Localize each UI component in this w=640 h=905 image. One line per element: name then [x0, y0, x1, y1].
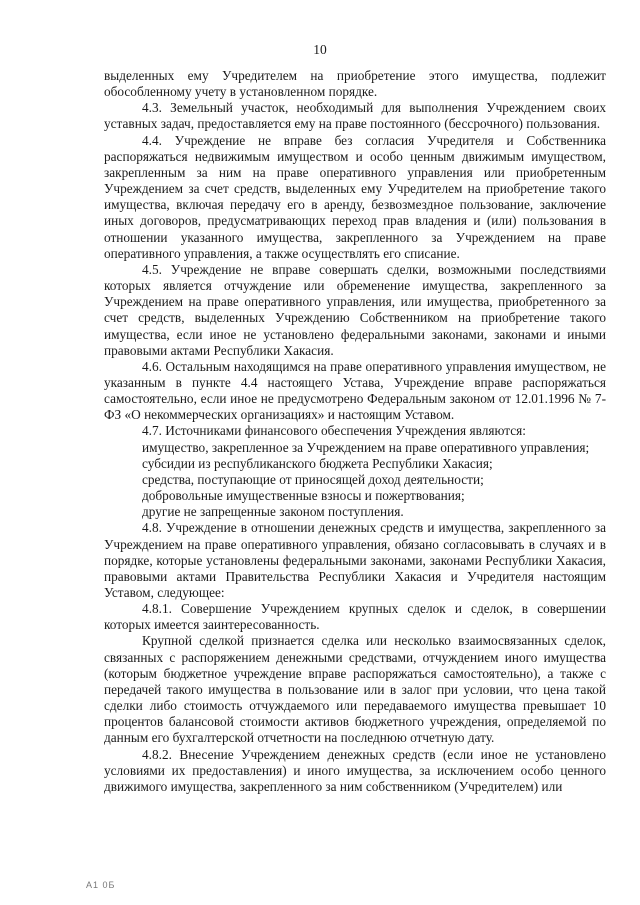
paragraph-4-8: 4.8. Учреждение в отношении денежных средств и имущества, закрепленного за Учреждением на праве оперативного управления, обязано согласовывать в случаях и в порядке, которые установлены федеральными законами, законами Республики Хакасия, правовыми актами Правительства Республики Хакасия и Учредителя настоящим Уставом, следующее: [104, 520, 606, 600]
page-number: 10 [313, 42, 327, 57]
paragraph-4-4: 4.4. Учреждение не вправе без согласия Учредителя и Собственника распоряжаться недвижимым имуществом и особо ценным движимым имуществом, закрепленным за ним на праве оперативного управления или приобретенным Учреждением за счет средств, выделенных ему Учредителем на приобретение такого имущества, включая передачу его в аренду, безвозмездное пользование, заключение иных договоров, предусматривающих переход прав владения и (или) пользования в отношении указанного имущества, закрепленного за Учреждением на праве оперативного управления, а также осуществлять его списание. [104, 132, 606, 261]
list-item-subsidies: субсидии из республиканского бюджета Республики Хакасия; [142, 455, 493, 471]
list-item-property: имущество, закрепленное за Учреждением на праве оперативного управления; [142, 439, 590, 455]
footer-mark: A1 0Б [86, 880, 116, 890]
list-item-income: средства, поступающие от приносящей доход деятельности; [142, 471, 484, 487]
paragraph-4-3: 4.3. Земельный участок, необходимый для выполнения Учреждением своих уставных задач, предоставляется ему на праве постоянного (бессрочного) пользования. [104, 100, 606, 132]
list-item-donations: добровольные имущественные взносы и пожертвования; [142, 488, 465, 504]
paragraph-continuation: выделенных ему Учредителем на приобретение этого имущества, подлежит обособленному учету в установленном порядке. [104, 68, 606, 100]
paragraph-4-8-2: 4.8.2. Внесение Учреждением денежных средств (если иное не установлено условиями их предоставления) и иного имущества, за исключением особо ценного движимого имущества, закрепленного за ним собственником (Учредителем) или [104, 746, 606, 794]
paragraph-4-7: 4.7. Источниками финансового обеспечения Учреждения являются: [142, 423, 526, 439]
list-item-other: другие не запрещенные законом поступления. [142, 504, 404, 520]
paragraph-4-5: 4.5. Учреждение не вправе совершать сделки, возможными последствиями которых является отчуждение или обременение имущества, закрепленного за Учреждением на праве оперативного управления, или имущества, приобретенного за счет средств, выделенных Учреждению Собственником на приобретение такого имущества, если иное не установлено федеральными законами, законами и иными правовыми актами Республики Хакасия. [104, 261, 606, 358]
document-body [104, 68, 606, 795]
paragraph-major-deal: Крупной сделкой признается сделка или несколько взаимосвязанных сделок, связанных с распоряжением денежными средствами, отчуждением иного имущества (которым бюджетное учреждение вправе распоряжаться самостоятельно), а также с передачей такого имущества в пользование или в залог при условии, что цена такой сделки либо стоимость отчуждаемого или передаваемого имущества превышает 10 процентов балансовой стоимости активов бюджетного учреждения, определяемой по данным его бухгалтерской отчетности на последнюю отчетную дату. [104, 633, 606, 746]
paragraph-4-8-1: 4.8.1. Совершение Учреждением крупных сделок и сделок, в совершении которых имеется заинтересованность. [104, 601, 606, 633]
paragraph-4-6: 4.6. Остальным находящимся на праве оперативного управления имуществом, не указанным в пункте 4.4 настоящего Устава, Учреждение вправе распоряжаться самостоятельно, если иное не предусмотрено Федеральным законом от 12.01.1996 № 7-ФЗ «О некоммерческих организациях» и настоящим Уставом. [104, 358, 606, 423]
